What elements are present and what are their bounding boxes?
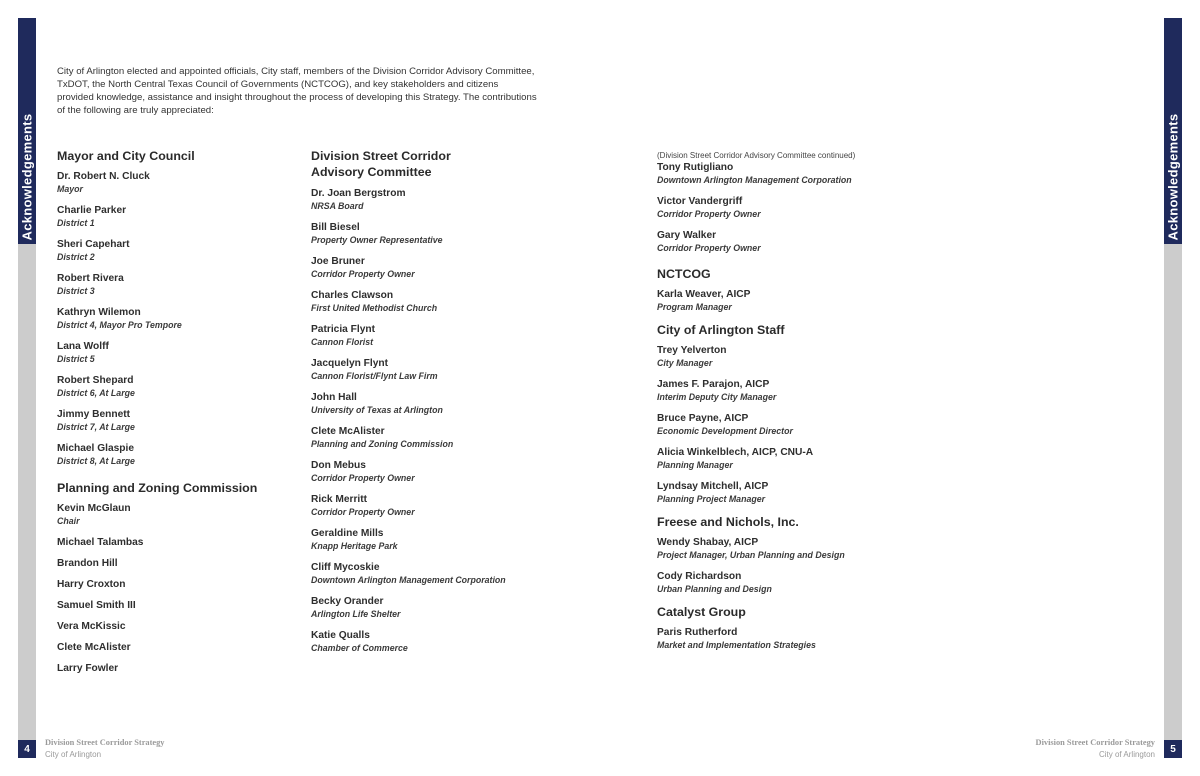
person-entry (57, 170, 297, 195)
person-name: Jacquelyn Flynt (311, 358, 388, 369)
footer-title-left: Division Street Corridor Strategy (45, 738, 165, 747)
person-entry (57, 272, 297, 297)
person-role: First United Methodist Church (311, 303, 438, 313)
person-name: Rick Merritt (311, 494, 368, 505)
person-entry (657, 626, 957, 651)
person-name: Kevin McGlaun (57, 503, 131, 514)
person-name: Cliff Mycoskie (311, 562, 380, 573)
fn-list (657, 536, 957, 595)
person-role: District 6, At Large (57, 388, 135, 398)
person-role: University of Texas at Arlington (311, 405, 443, 415)
right-band-gray (1164, 244, 1182, 740)
person-role: City Manager (657, 358, 713, 368)
person-role: Project Manager, Urban Planning and Design (657, 550, 845, 560)
nctcog-list (657, 288, 957, 313)
person-name: Charles Clawson (311, 290, 394, 301)
person-name: Clete McAlister (57, 642, 131, 653)
person-name: Becky Orander (311, 596, 384, 607)
person-role: Interim Deputy City Manager (657, 392, 777, 402)
person-entry (311, 187, 611, 212)
advisory-list (311, 187, 611, 654)
person-role: Cannon Florist/Flynt Law Firm (311, 371, 438, 381)
person-entry (657, 378, 957, 403)
person-entry (657, 446, 957, 471)
person-entry (657, 480, 957, 505)
person-entry (311, 595, 611, 620)
page-number-right: 5 (1164, 740, 1182, 758)
person-role: District 5 (57, 354, 95, 364)
continued-list (657, 161, 957, 254)
person-entry (57, 204, 297, 229)
person-entry (311, 357, 611, 382)
person-role: Knapp Heritage Park (311, 541, 398, 551)
person-entry (657, 570, 957, 595)
person-entry (657, 344, 957, 369)
person-name: Jimmy Bennett (57, 409, 131, 420)
person-role: Chair (57, 516, 80, 526)
person-name: James F. Parajon, AICP (657, 379, 770, 390)
person-entry (657, 161, 957, 186)
person-role: Corridor Property Owner (657, 243, 761, 253)
left-band-gray (18, 244, 36, 740)
person-name: Katie Qualls (311, 630, 370, 641)
person-name: Dr. Joan Bergstrom (311, 188, 406, 199)
person-role: Economic Development Director (657, 426, 793, 436)
person-role: Corridor Property Owner (657, 209, 761, 219)
person-role: Planning Manager (657, 460, 733, 470)
nctcog-heading: NCTCOG (657, 267, 711, 281)
person-role: District 1 (57, 218, 95, 228)
person-role: Planning and Zoning Commission (311, 439, 454, 449)
person-name: Don Mebus (311, 460, 366, 471)
person-entry (311, 425, 611, 450)
person-role: Corridor Property Owner (311, 269, 415, 279)
person-entry (57, 238, 297, 263)
person-entry (657, 412, 957, 437)
footer-subtitle-right: City of Arlington (1098, 750, 1155, 759)
person-name: Victor Vandergriff (657, 196, 743, 207)
person-entry (311, 527, 611, 552)
person-entry (311, 323, 611, 348)
person-role: District 3 (57, 286, 95, 296)
person-entry (311, 255, 611, 280)
person-entry (657, 229, 957, 254)
staff-list (657, 344, 957, 505)
column-council (57, 148, 297, 683)
person-name: John Hall (311, 392, 357, 403)
person-name: Alicia Winkelblech, AICP, CNU-A (657, 447, 814, 458)
person-name: Harry Croxton (57, 579, 126, 590)
person-role: District 8, At Large (57, 456, 135, 466)
person-name: Samuel Smith III (57, 600, 136, 611)
council-heading: Mayor and City Council (57, 149, 195, 163)
person-name: Kathryn Wilemon (57, 307, 141, 318)
person-entry (311, 289, 611, 314)
advisory-heading-line2: Advisory Committee (311, 165, 432, 179)
person-role: Property Owner Representative (311, 235, 443, 245)
person-name: Bruce Payne, AICP (657, 413, 749, 424)
person-name: Michael Glaspie (57, 443, 135, 454)
footer-subtitle-left: City of Arlington (45, 750, 102, 759)
person-name: Geraldine Mills (311, 528, 384, 539)
footer-title-right: Division Street Corridor Strategy (1035, 738, 1155, 747)
person-role: Program Manager (657, 302, 732, 312)
person-role: Market and Implementation Strategies (657, 640, 816, 650)
person-entry (57, 340, 297, 365)
person-name: Sheri Capehart (57, 239, 130, 250)
person-role: NRSA Board (311, 201, 364, 211)
person-name: Gary Walker (657, 230, 717, 241)
left-side-label: Acknowledgements (19, 113, 35, 241)
person-role: Urban Planning and Design (657, 584, 772, 594)
person-name: Robert Rivera (57, 273, 124, 284)
person-role: District 2 (57, 252, 95, 262)
person-entry (311, 459, 611, 484)
cg-heading: Catalyst Group (657, 605, 746, 619)
person-name: Robert Shepard (57, 375, 134, 386)
person-role: Corridor Property Owner (311, 473, 415, 483)
person-entry (57, 408, 297, 433)
person-name: Joe Bruner (311, 256, 365, 267)
person-entry (57, 374, 297, 399)
person-entry (657, 288, 957, 313)
cg-list (657, 626, 957, 651)
person-name: Lyndsay Mitchell, AICP (657, 481, 769, 492)
person-name: Paris Rutherford (657, 627, 738, 638)
person-role: District 4, Mayor Pro Tempore (57, 320, 182, 330)
pzc-heading: Planning and Zoning Commission (57, 481, 258, 495)
person-name: Cody Richardson (657, 571, 742, 582)
person-name: Vera McKissic (57, 621, 126, 632)
staff-heading: City of Arlington Staff (657, 323, 785, 337)
page-number-left: 4 (18, 740, 36, 758)
column-right (657, 150, 957, 660)
person-name: Charlie Parker (57, 205, 127, 216)
person-entry (57, 442, 297, 467)
person-name: Larry Fowler (57, 663, 119, 674)
person-name: Patricia Flynt (311, 324, 375, 335)
person-name: Karla Weaver, AICP (657, 289, 751, 300)
column-advisory (311, 148, 611, 663)
person-entry (57, 306, 297, 331)
person-role: Downtown Arlington Management Corporation (657, 175, 852, 185)
person-role: Arlington Life Shelter (311, 609, 401, 619)
person-name: Lana Wolff (57, 341, 109, 352)
person-entry (657, 195, 957, 220)
person-name: Clete McAlister (311, 426, 385, 437)
person-role: Chamber of Commerce (311, 643, 408, 653)
right-side-label: Acknowledgements (1165, 113, 1181, 241)
pzc-list (57, 536, 297, 675)
person-role: Planning Project Manager (657, 494, 766, 504)
person-name: Tony Rutigliano (657, 162, 734, 173)
person-entry (311, 493, 611, 518)
council-list (57, 170, 297, 467)
person-name: Brandon Hill (57, 558, 118, 569)
person-role: District 7, At Large (57, 422, 135, 432)
person-entry (311, 391, 611, 416)
advisory-heading-line1: Division Street Corridor (311, 149, 451, 163)
person-role: Mayor (57, 184, 83, 194)
person-entry (311, 561, 611, 586)
pzc-chair (57, 502, 297, 527)
person-name: Trey Yelverton (657, 345, 727, 356)
person-role: Corridor Property Owner (311, 507, 415, 517)
person-name: Michael Talambas (57, 537, 144, 548)
person-entry (657, 536, 957, 561)
continued-note: (Division Street Corridor Advisory Committee continued) (657, 151, 856, 160)
person-name: Bill Biesel (311, 222, 360, 233)
person-entry (311, 221, 611, 246)
person-entry (311, 629, 611, 654)
fn-heading: Freese and Nichols, Inc. (657, 515, 799, 529)
person-name: Dr. Robert N. Cluck (57, 171, 150, 182)
person-role: Cannon Florist (311, 337, 374, 347)
intro-paragraph: City of Arlington elected and appointed officials, City staff, members of the Division Corridor Advisory Committee, TxDOT, the North Central Texas Council of Governments (NCTCOG), and key stakeholders and citizens provided knowledge, assistance and insight throughout the process of developing this Strategy. The contributions of the following are truly appreciated: (57, 66, 537, 116)
person-name: Wendy Shabay, AICP (657, 537, 759, 548)
person-role: Downtown Arlington Management Corporation (311, 575, 506, 585)
